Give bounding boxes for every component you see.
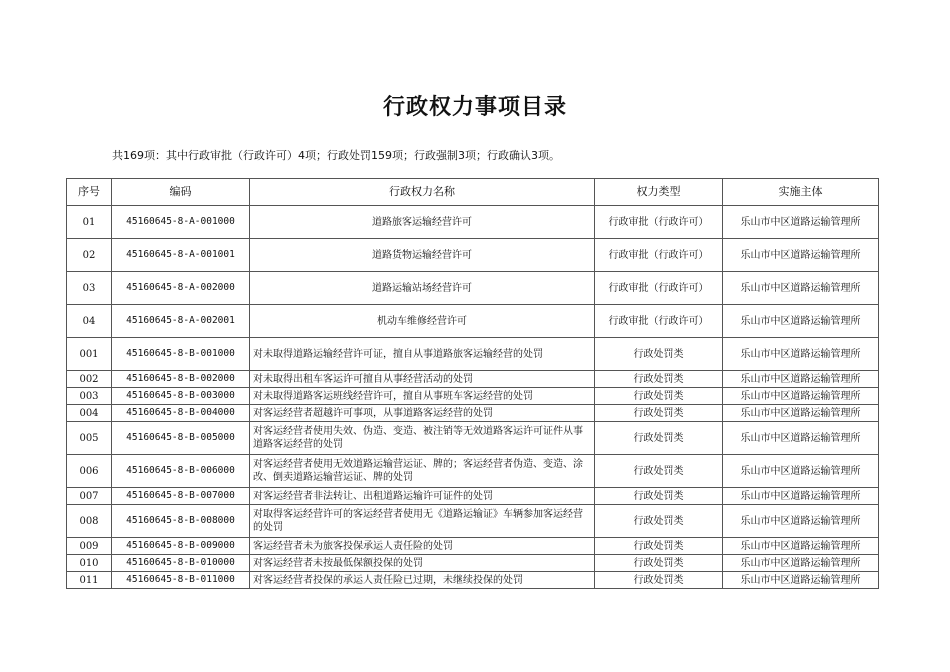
cell-type: 行政审批（行政许可） <box>595 206 723 239</box>
cell-name: 道路货物运输经营许可 <box>250 239 595 272</box>
table-row <box>67 572 879 589</box>
cell-name: 对客运经营者未按最低保额投保的处罚 <box>250 555 595 572</box>
header-no: 序号 <box>67 179 112 206</box>
table-row <box>67 272 879 305</box>
cell-code: 45160645-8-A-002000 <box>112 272 250 305</box>
cell-code: 45160645-8-B-009000 <box>112 538 250 555</box>
cell-name: 对客运经营者投保的承运人责任险已过期，未继续投保的处罚 <box>250 572 595 589</box>
summary-text: 共169项：其中行政审批（行政许可）4项；行政处罚159项；行政强制3项；行政确认3项。 <box>112 149 560 162</box>
cell-subject: 乐山市中区道路运输管理所 <box>723 305 879 338</box>
cell-name: 对客运经营者非法转让、出租道路运输许可证件的处罚 <box>250 488 595 505</box>
cell-name: 对客运经营者超越许可事项，从事道路客运经营的处罚 <box>250 405 595 422</box>
cell-no: 005 <box>67 422 112 455</box>
table-row <box>67 555 879 572</box>
table-row <box>67 505 879 538</box>
cell-type: 行政处罚类 <box>595 555 723 572</box>
table-row <box>67 371 879 388</box>
cell-subject: 乐山市中区道路运输管理所 <box>723 405 879 422</box>
cell-no: 003 <box>67 388 112 405</box>
header-subject: 实施主体 <box>723 179 879 206</box>
cell-name: 客运经营者未为旅客投保承运人责任险的处罚 <box>250 538 595 555</box>
cell-no: 006 <box>67 455 112 488</box>
cell-code: 45160645-8-B-002000 <box>112 371 250 388</box>
cell-subject: 乐山市中区道路运输管理所 <box>723 505 879 538</box>
cell-type: 行政处罚类 <box>595 405 723 422</box>
table-row <box>67 405 879 422</box>
cell-subject: 乐山市中区道路运输管理所 <box>723 206 879 239</box>
table-row <box>67 488 879 505</box>
table-row <box>67 422 879 455</box>
cell-no: 011 <box>67 572 112 589</box>
table-row <box>67 388 879 405</box>
table-row <box>67 538 879 555</box>
cell-no: 010 <box>67 555 112 572</box>
cell-code: 45160645-8-B-003000 <box>112 388 250 405</box>
cell-name: 对取得客运经营许可的客运经营者使用无《道路运输证》车辆参加客运经营的处罚 <box>250 505 595 538</box>
cell-code: 45160645-8-B-001000 <box>112 338 250 371</box>
page-title: 行政权力事项目录 <box>382 94 567 120</box>
cell-type: 行政审批（行政许可） <box>595 272 723 305</box>
table-row <box>67 455 879 488</box>
cell-no: 009 <box>67 538 112 555</box>
cell-no: 03 <box>67 272 112 305</box>
cell-type: 行政处罚类 <box>595 455 723 488</box>
power-items-table <box>66 178 879 589</box>
cell-subject: 乐山市中区道路运输管理所 <box>723 422 879 455</box>
cell-no: 008 <box>67 505 112 538</box>
cell-code: 45160645-8-B-004000 <box>112 405 250 422</box>
cell-subject: 乐山市中区道路运输管理所 <box>723 488 879 505</box>
table-row <box>67 305 879 338</box>
cell-subject: 乐山市中区道路运输管理所 <box>723 555 879 572</box>
cell-code: 45160645-8-A-001000 <box>112 206 250 239</box>
cell-type: 行政处罚类 <box>595 338 723 371</box>
cell-type: 行政审批（行政许可） <box>595 305 723 338</box>
cell-code: 45160645-8-A-001001 <box>112 239 250 272</box>
cell-subject: 乐山市中区道路运输管理所 <box>723 239 879 272</box>
cell-code: 45160645-8-B-008000 <box>112 505 250 538</box>
cell-code: 45160645-8-A-002001 <box>112 305 250 338</box>
cell-subject: 乐山市中区道路运输管理所 <box>723 272 879 305</box>
table-body <box>67 206 879 589</box>
cell-name: 对客运经营者使用失效、伪造、变造、被注销等无效道路客运许可证件从事道路客运经营的处罚 <box>250 422 595 455</box>
cell-type: 行政处罚类 <box>595 388 723 405</box>
cell-name: 对未取得道路客运班线经营许可，擅自从事班车客运经营的处罚 <box>250 388 595 405</box>
cell-type: 行政处罚类 <box>595 538 723 555</box>
table-row <box>67 338 879 371</box>
header-code: 编码 <box>112 179 250 206</box>
cell-subject: 乐山市中区道路运输管理所 <box>723 371 879 388</box>
cell-type: 行政处罚类 <box>595 572 723 589</box>
cell-name: 对未取得道路运输经营许可证，擅自从事道路旅客运输经营的处罚 <box>250 338 595 371</box>
cell-type: 行政处罚类 <box>595 505 723 538</box>
cell-no: 001 <box>67 338 112 371</box>
cell-name: 道路运输站场经营许可 <box>250 272 595 305</box>
cell-no: 007 <box>67 488 112 505</box>
cell-code: 45160645-8-B-007000 <box>112 488 250 505</box>
table-row <box>67 239 879 272</box>
cell-type: 行政处罚类 <box>595 422 723 455</box>
cell-name: 对未取得出租车客运许可擅自从事经营活动的处罚 <box>250 371 595 388</box>
cell-no: 004 <box>67 405 112 422</box>
cell-no: 02 <box>67 239 112 272</box>
cell-subject: 乐山市中区道路运输管理所 <box>723 455 879 488</box>
cell-type: 行政处罚类 <box>595 371 723 388</box>
cell-code: 45160645-8-B-011000 <box>112 572 250 589</box>
table-header-row <box>67 179 879 206</box>
table-row <box>67 206 879 239</box>
cell-name: 对客运经营者使用无效道路运输营运证、牌的；客运经营者伪造、变造、涂改、倒卖道路运输营运证、牌的处罚 <box>250 455 595 488</box>
cell-subject: 乐山市中区道路运输管理所 <box>723 388 879 405</box>
cell-no: 04 <box>67 305 112 338</box>
cell-subject: 乐山市中区道路运输管理所 <box>723 338 879 371</box>
cell-type: 行政审批（行政许可） <box>595 239 723 272</box>
cell-name: 道路旅客运输经营许可 <box>250 206 595 239</box>
cell-subject: 乐山市中区道路运输管理所 <box>723 538 879 555</box>
cell-code: 45160645-8-B-010000 <box>112 555 250 572</box>
header-type: 权力类型 <box>595 179 723 206</box>
cell-type: 行政处罚类 <box>595 488 723 505</box>
cell-no: 01 <box>67 206 112 239</box>
cell-no: 002 <box>67 371 112 388</box>
header-name: 行政权力名称 <box>250 179 595 206</box>
cell-code: 45160645-8-B-005000 <box>112 422 250 455</box>
cell-code: 45160645-8-B-006000 <box>112 455 250 488</box>
cell-subject: 乐山市中区道路运输管理所 <box>723 572 879 589</box>
cell-name: 机动车维修经营许可 <box>250 305 595 338</box>
